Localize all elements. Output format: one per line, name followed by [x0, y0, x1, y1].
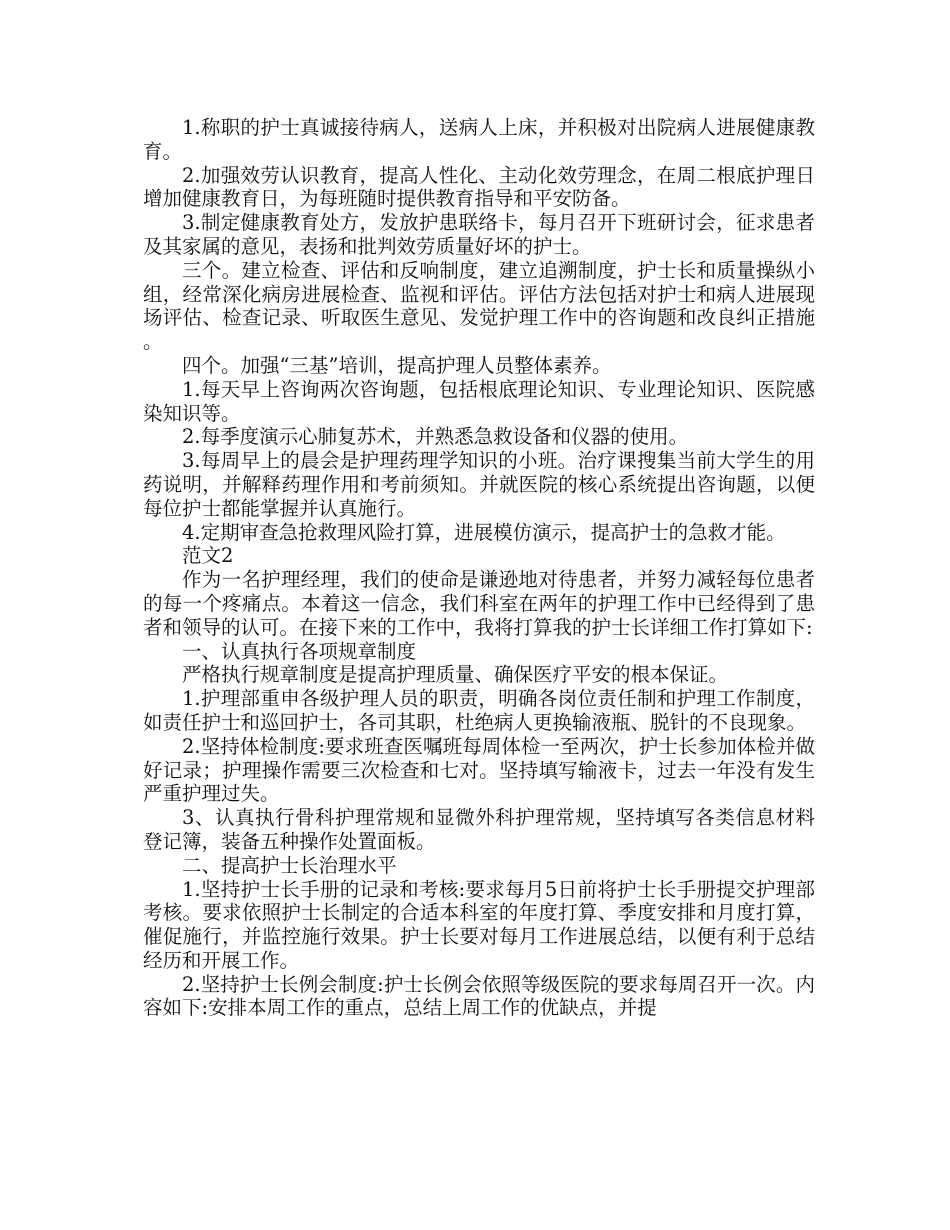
- paragraph-6: 1.每天早上咨询两次咨询题，包括根底理论知识、专业理论知识、医院感染知识等。: [143, 377, 815, 425]
- section-heading-training: 四个。加强“三基”培训，提高护理人员整体素养。: [182, 353, 612, 377]
- paragraph-3: 3.制定健康教育处方，发放护患联络卡，每月召开下班研讨会，征求患者及其家属的意见，表扬和批判效劳质量好坏的护士。: [143, 211, 815, 258]
- paragraph-4: 三个。建立检查、评估和反响制度，建立追溯制度，护士长和质量操纵小组，经常深化病房进展检查、监视和评估。评估方法包括对护士和病人进展现场评估、检查记录、听取医生意见、发觉护理工作中的咨询题和改良纠正措施。: [143, 258, 815, 354]
- paragraph-18: 1.坚持护士长手册的记录和考核:要求每月5日前将护士长手册提交护理部考核。要求依照护士长制定的合适本科室的年度打算、季度安排和月度打算，催促施行，并监控施行效果。护士长要对每月工作进展总结，以便有利于总结经历和开展工作。: [143, 877, 815, 972]
- paragraph-16: 3、认真执行骨科护理常规和显微外科护理常规，坚持填写各类信息材料登记簿，装备五种操作处置面板。: [143, 806, 815, 853]
- paragraph-15: 2.坚持体检制度:要求班查医嘱班每周体检一至两次，护士长参加体检并做好记录；护理操作需要三次检查和七对。坚持填写输液卡，过去一年没有发生严重护理过失。: [143, 734, 815, 806]
- sample-title: 范文2: [182, 544, 234, 568]
- section-heading-rules: 一、认真执行各项规章制度: [182, 639, 417, 663]
- document-body: [143, 116, 815, 1020]
- paragraph-8: 3.每周早上的晨会是护理药理学知识的小班。治疗课搜集当前大学生的用药说明，并解释药理作用和考前须知。并就医院的核心系统提出咨询题，以便每位护士都能掌握并认真施行。: [143, 449, 815, 520]
- paragraph-2: 2.加强效劳认识教育，提高人性化、主动化效劳理念，在周二根底护理日增加健康教育日，为每班随时提供教育指导和平安防备。: [143, 163, 815, 211]
- paragraph-7: 2.每季度演示心肺复苏术，并熟悉急救设备和仪器的使用。: [182, 425, 689, 449]
- paragraph-1: 1.称职的护士真诚接待病人，送病人上床，并积极对出院病人进展健康教育。: [143, 116, 815, 163]
- section-heading-management: 二、提高护士长治理水平: [182, 853, 397, 877]
- paragraph-11: 作为一名护理经理，我们的使命是谦逊地对待患者，并努力减轻每位患者的每一个疼痛点。本着这一信念，我们科室在两年的护理工作中已经得到了患者和领导的认可。在接下来的工作中，我将打算我的护士长详细工作打算如下:: [143, 568, 815, 639]
- paragraph-14: 1.护理部重申各级护理人员的职责，明确各岗位责任制和护理工作制度，如责任护士和巡回护士，各司其职，杜绝病人更换输液瓶、脱针的不良现象。: [143, 687, 815, 734]
- paragraph-9: 4.定期审查急抢救理风险打算，进展模仿演示，提高护士的急救才能。: [182, 520, 786, 544]
- paragraph-19: 2.坚持护士长例会制度:护士长例会依照等级医院的要求每周召开一次。内容如下:安排本周工作的重点，总结上周工作的优缺点，并提: [143, 972, 815, 1020]
- paragraph-13: 严格执行规章制度是提高护理质量、确保医疗平安的根本保证。: [182, 663, 729, 687]
